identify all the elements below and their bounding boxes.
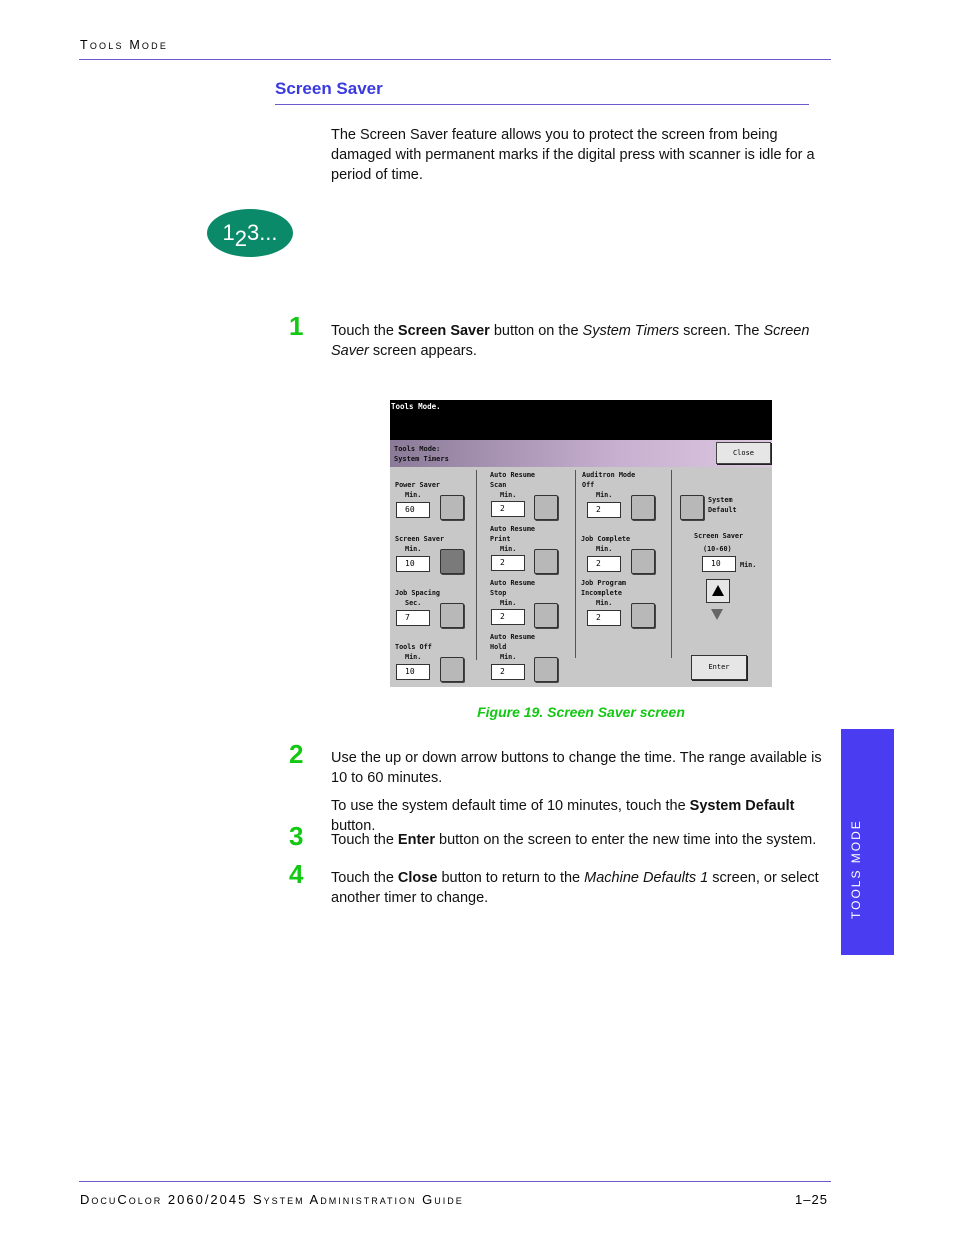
power-saver-value: 60 [396,502,430,518]
step-3-text: Touch the Enter button on the screen to enter the new time into the system. [331,832,817,848]
system-default-label: System [708,496,733,504]
range-label: (10-60) [703,545,732,553]
job-spacing-label: Job Spacing [395,589,441,597]
auto-resume-hold-unit: Min. [500,653,517,661]
page-number: 1–25 [795,1192,828,1207]
screen-saver-value: 10 [396,556,430,572]
screen-title-band: Tools Mode: System Timers [390,440,772,467]
auto-resume-print-unit: Min. [500,545,517,553]
tools-off-label: Tools Off [395,643,432,651]
step-number-1: 1 [289,311,304,341]
auto-resume-hold-label: Auto Resume [490,633,536,641]
auto-resume-print-value: 2 [491,555,525,571]
job-spacing-button[interactable] [440,603,464,628]
step-2-text: Use the up or down arrow buttons to change the time. The range available is 10 to 60 minutes. [331,750,822,786]
footer-rule [79,1181,831,1182]
auto-resume-scan-unit: Min. [500,491,517,499]
screen-saver-minutes-value: 10 [702,556,736,572]
column-divider [476,470,477,660]
job-program-sub: Incomplete [581,589,622,597]
step-1-text: Touch the Screen Saver button on the System Timers screen. The Screen Saver screen appears. [331,323,810,359]
step-number-4: 4 [289,859,304,889]
job-complete-value: 2 [587,556,621,572]
job-complete-label: Job Complete [581,535,631,543]
screen-saver-range-label: Screen Saver [694,532,744,540]
auto-resume-scan-label: Auto Resume [490,471,536,479]
auto-resume-stop-sub: Stop [490,589,507,597]
auditron-mode-unit: Min. [596,491,613,499]
auto-resume-scan-sub: Scan [490,481,507,489]
auditron-mode-label: Auditron Mode [582,471,636,479]
down-arrow-button[interactable] [706,605,730,629]
job-program-unit: Min. [596,599,613,607]
running-header: Tools Mode [80,38,169,52]
side-tab-label: TOOLS MODE [849,819,863,919]
auditron-mode-sub: Off [582,481,595,489]
column-divider [575,470,576,658]
auto-resume-stop-button[interactable] [534,603,558,628]
screen-saver-unit: Min. [405,545,422,553]
tools-off-value: 10 [396,664,430,680]
job-complete-button[interactable] [631,549,655,574]
auto-resume-scan-button[interactable] [534,495,558,520]
auto-resume-print-button[interactable] [534,549,558,574]
column-divider [671,470,672,658]
screen-saver-button[interactable] [440,549,464,574]
job-complete-unit: Min. [596,545,613,553]
screen-saver-label: Screen Saver [395,535,445,543]
auto-resume-hold-button[interactable] [534,657,558,682]
job-spacing-value: 7 [396,610,430,626]
auto-resume-scan-value: 2 [491,501,525,517]
screen-saver-screenshot [390,400,772,687]
auto-resume-hold-value: 2 [491,664,525,680]
system-default-label-2: Default [708,506,737,514]
section-title: Screen Saver [275,79,383,98]
auto-resume-stop-label: Auto Resume [490,579,536,587]
step-number-2: 2 [289,739,304,769]
procedure-icon: 123... [207,209,293,257]
auto-resume-print-label: Auto Resume [490,525,536,533]
job-program-value: 2 [587,610,621,626]
job-spacing-unit: Sec. [405,599,422,607]
power-saver-button[interactable] [440,495,464,520]
intro-paragraph: The Screen Saver feature allows you to protect the screen from being damaged with permanent marks if the digital press with scanner is idle for a period of time. [331,127,815,183]
minutes-unit: Min. [740,561,757,569]
chapter-side-tab [841,729,894,955]
auditron-mode-value: 2 [587,502,621,518]
footer-title: DocuColor 2060/2045 System Administration Guide [80,1192,464,1207]
auditron-mode-button[interactable] [631,495,655,520]
job-program-button[interactable] [631,603,655,628]
system-default-button[interactable] [680,495,704,520]
tools-off-button[interactable] [440,657,464,682]
screen-top-bar: Tools Mode. [390,400,772,440]
close-button[interactable]: Close [716,442,771,464]
job-program-label: Job Program [581,579,627,587]
auto-resume-print-sub: Print [490,535,511,543]
enter-button[interactable]: Enter [691,655,747,680]
step-number-3: 3 [289,821,304,851]
auto-resume-stop-unit: Min. [500,599,517,607]
header-rule [79,59,831,60]
auto-resume-hold-sub: Hold [490,643,507,651]
step-4-text: Touch the Close button to return to the Machine Defaults 1 screen, or select another timer to change. [331,870,819,906]
power-saver-unit: Min. [405,491,422,499]
tools-off-unit: Min. [405,653,422,661]
up-arrow-button[interactable] [706,579,730,603]
auto-resume-stop-value: 2 [491,609,525,625]
figure-caption: Figure 19. Screen Saver screen [477,704,685,720]
step-2-note: To use the system default time of 10 minutes, touch the System Default button. [331,798,795,834]
power-saver-label: Power Saver [395,481,441,489]
section-rule [275,104,809,105]
